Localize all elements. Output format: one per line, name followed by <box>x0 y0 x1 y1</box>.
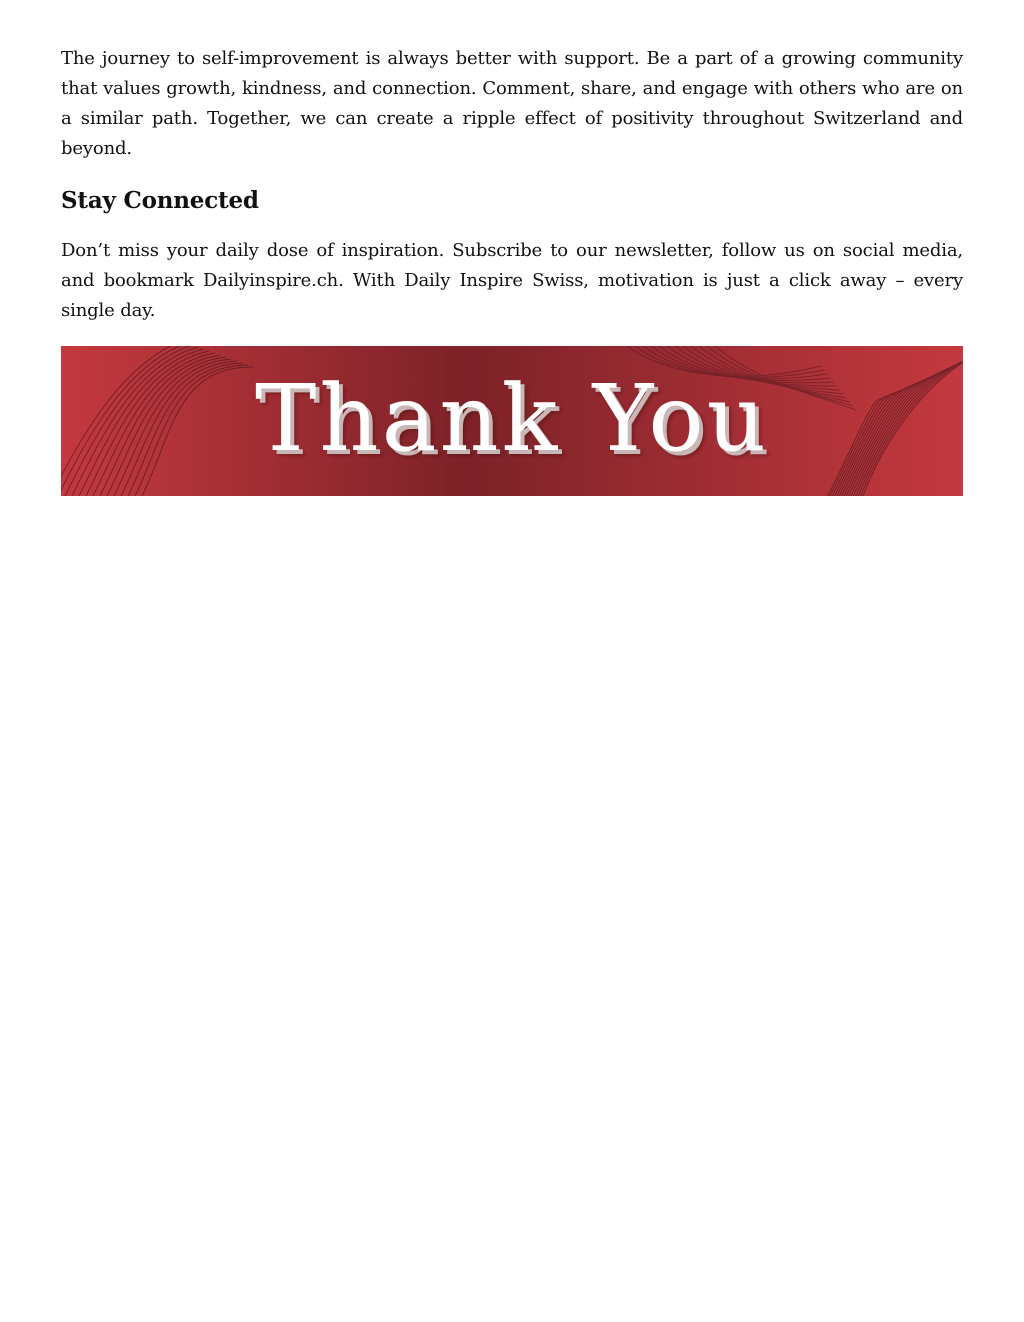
document-page <box>61 44 963 496</box>
stay-connected-paragraph: Don’t miss your daily dose of inspiration. Subscribe to our newsletter, follow us on social media, and bookmark Dailyinspire.ch. With Daily Inspire Swiss, motivation is just a click away – every single day. <box>61 240 963 321</box>
thank-you-banner <box>61 346 963 496</box>
community-paragraph: The journey to self-improvement is always better with support. Be a part of a growing community that values growth, kindness, and connection. Comment, share, and engage with others who are on a similar path. Together, we can create a ripple effect of positivity throughout Switzerland and beyond. <box>61 48 963 159</box>
section-heading: Stay Connected <box>61 187 259 214</box>
thank-you-text: Thank You <box>254 365 770 472</box>
